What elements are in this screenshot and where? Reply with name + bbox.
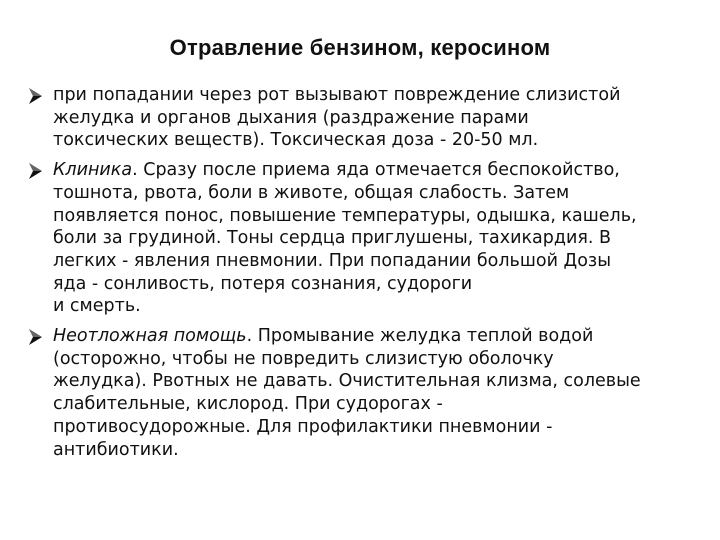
bullet-text-line: тошнота, рвота, боли в животе, общая слабость. Затем xyxy=(53,182,570,203)
bullet-text-line: легких - явления пневмонии. При попадании большой Дозы xyxy=(53,250,612,271)
bullet-text-line: и смерть. xyxy=(53,296,141,317)
bullet-item xyxy=(28,325,696,461)
bullet-text-line: яда - сонливость, потеря сознания, судороги xyxy=(53,273,473,294)
bullet-text-line: появляется понос, повышение температуры, одышка, кашель, xyxy=(53,205,637,226)
bullet-text-line: желудка). Рвотных не давать. Очистительная клизма, солевые xyxy=(53,371,641,392)
bullet-text-line: боли за грудиной. Тоны сердца приглушены, тахикардия. В xyxy=(53,228,612,249)
arrowhead-bullet-icon xyxy=(28,162,43,180)
bullet-text-line: противосудорожные. Для профилактики пневмонии - xyxy=(53,416,553,437)
bullet-lead-italic: Клиника xyxy=(53,160,133,181)
arrowhead-bullet-icon xyxy=(28,328,43,346)
bullet-text-line: токсических веществ). Токсическая доза - 20-50 мл. xyxy=(53,130,539,151)
bullet-list xyxy=(28,84,696,468)
bullet-text-line: слабительные, кислород. При судорогах - xyxy=(53,394,443,415)
bullet-lead-text: . Сразу после приема яда отмечается беспокойство, xyxy=(132,160,620,181)
bullet-lead-text: . Промывание желудка теплой водой xyxy=(246,326,594,347)
bullet-text-line: при попадании через рот вызывают повреждение слизистой xyxy=(53,85,621,105)
bullet-item xyxy=(28,84,696,152)
bullet-text-line: антибиотики. xyxy=(53,439,179,460)
bullet-lead-italic: Неотложная помощь xyxy=(53,326,247,347)
arrowhead-bullet-icon xyxy=(28,87,43,105)
slide-title: Отравление бензином, керосином xyxy=(169,35,551,60)
bullet-text-line: желудка и органов дыхания (раздражение парами xyxy=(53,107,529,128)
bullet-item xyxy=(28,159,696,318)
bullet-text-line xyxy=(53,325,696,348)
bullet-text-line: (осторожно, чтобы не повредить слизистую оболочку xyxy=(53,348,554,369)
bullet-text-line xyxy=(53,159,696,182)
